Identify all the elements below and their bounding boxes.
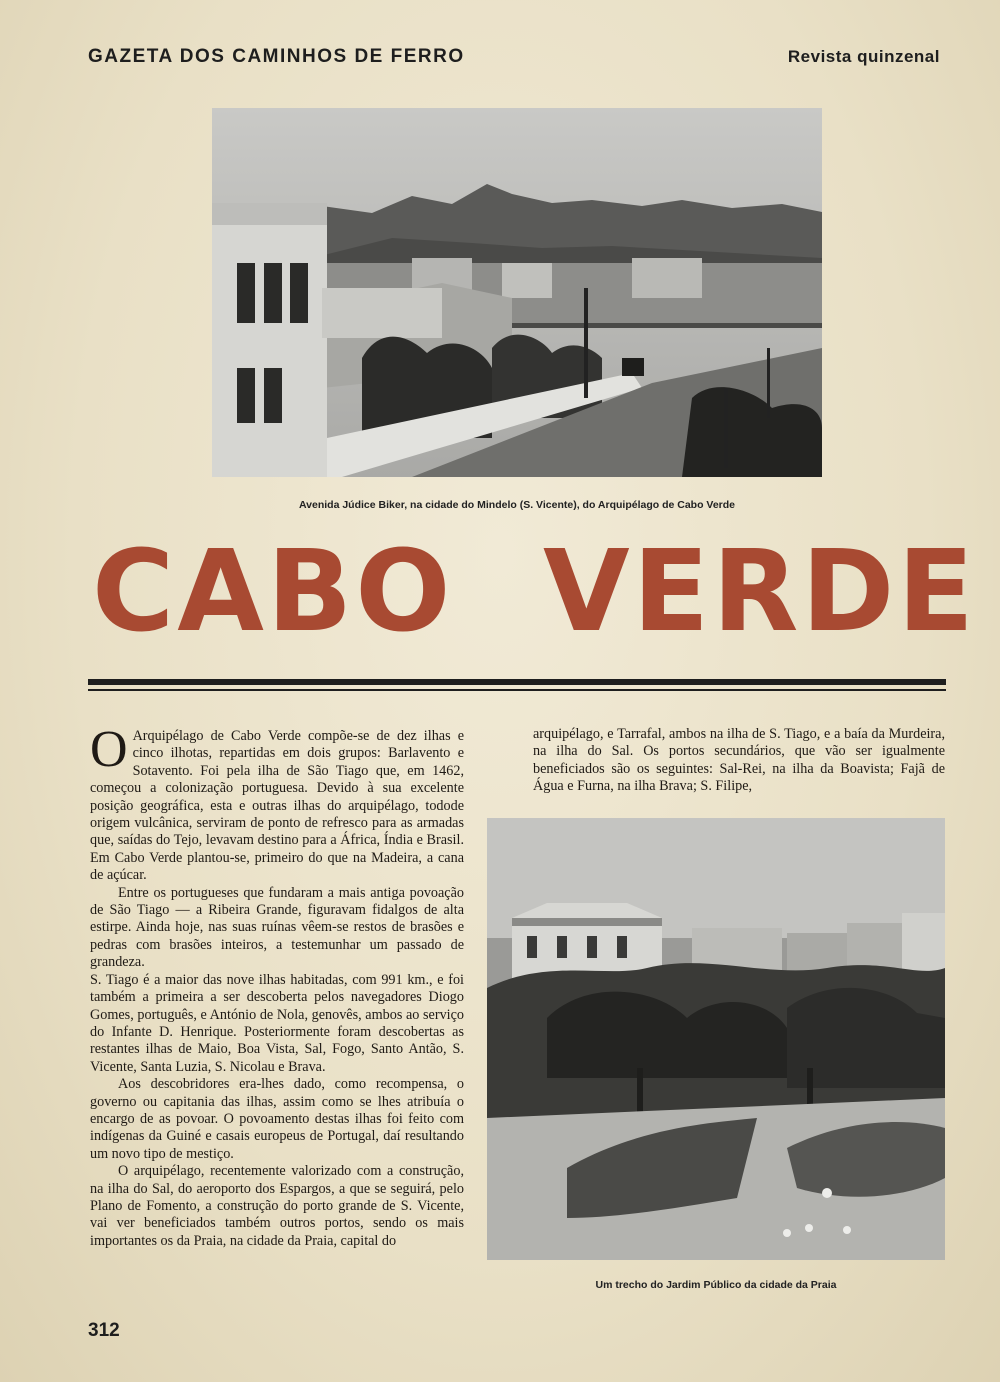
- title-word-cabo: CABO: [92, 527, 454, 657]
- article-paragraph: O arquipélago, recentemente valorizado com a construção, na ilha do Sal, do aeroporto dos Espargos, a que se seguirá, pelo Plano de Fomento, a construção do porto grande de S. Vicente, vai ver beneficiados também outros portos, sendo os mais importantes os da Praia, na cidade da Praia, capital do: [90, 1163, 464, 1249]
- publication-title: GAZETA DOS CAMINHOS DE FERRO: [88, 46, 465, 67]
- article-column-1: [90, 721, 464, 1250]
- publication-frequency: Revista quinzenal: [787, 47, 940, 66]
- article-column-2: [533, 726, 945, 796]
- photo-praia-garden: [487, 818, 945, 1260]
- title-rule-thin: [88, 689, 946, 691]
- title-rule-thick: [88, 679, 946, 685]
- article-title: [88, 527, 977, 657]
- photo-mindelo-avenue: [212, 108, 822, 477]
- article-paragraph: Aos descobridores era-lhes dado, como recompensa, o governo ou capitania das ilhas, assim como se lhes atribuía o encargo de as povoar. O povoamento destas ilhas foi feito com indígenas da Guiné e casais europeus de Portugal, daí resultando um novo tipo de mestiço.: [90, 1076, 464, 1162]
- photo-caption-bottom: Um trecho do Jardim Público da cidade da Praia: [595, 1279, 837, 1291]
- article-paragraph: O Arquipélago de Cabo Verde compõe-se de dez ilhas e cinco ilhotas, repartidas em dois grupos: Barlavento e Sotavento. Foi pela ilha de São Tiago que, em 1462, começou a colonização portuguesa. Devido à sua excelente posição geográfica, esta e outras ilhas do arquipélago, todode origem vulcânica, serviram de ponto de refresco para as armadas que, saídas do Tejo, levavam destino para a África, Índia e Brasil. Em Cabo Verde plantou-se, primeiro do que na Madeira, a cana de açúcar.: [90, 721, 464, 884]
- article-paragraph: S. Tiago é a maior das nove ilhas habitadas, com 991 km., e foi também a primeira a ser descoberta pelos navegadores Diogo Gomes, português, e António de Nola, genovês, ambos ao serviço do Infante D. Henrique. Posteriormente foram descobertas as restantes ilhas de Maio, Boa Vista, Sal, Fogo, Santo Antão, S. Vicente, Santa Luzia, S. Nicolau e Brava.: [90, 971, 464, 1075]
- title-word-verde: VERDE: [543, 527, 977, 657]
- photo-caption-top: Avenida Júdice Biker, na cidade do Mindelo (S. Vicente), do Arquipélago de Cabo Verde: [298, 499, 736, 511]
- drop-cap: O: [90, 721, 128, 778]
- article-paragraph: arquipélago, e Tarrafal, ambos na ilha de S. Tiago, e a baía da Murdeira, na ilha do Sal. Os portos secundários, que vão ser igualmente beneficiados são os seguintes: Sal-Rei, na ilha da Boavista; Fajã de Água e Furna, na ilha Brava; S. Filipe,: [533, 726, 945, 795]
- article-paragraph: Entre os portugueses que fundaram a mais antiga povoação de São Tiago — a Ribeira Grande, figuravam fidalgos de alta estirpe. Ainda hoje, nas suas ruínas vêem-se restos de brasões e pedras com brasões inteiros, a testemunhar um passado de grandeza.: [90, 884, 464, 971]
- page-number: 312: [88, 1320, 120, 1341]
